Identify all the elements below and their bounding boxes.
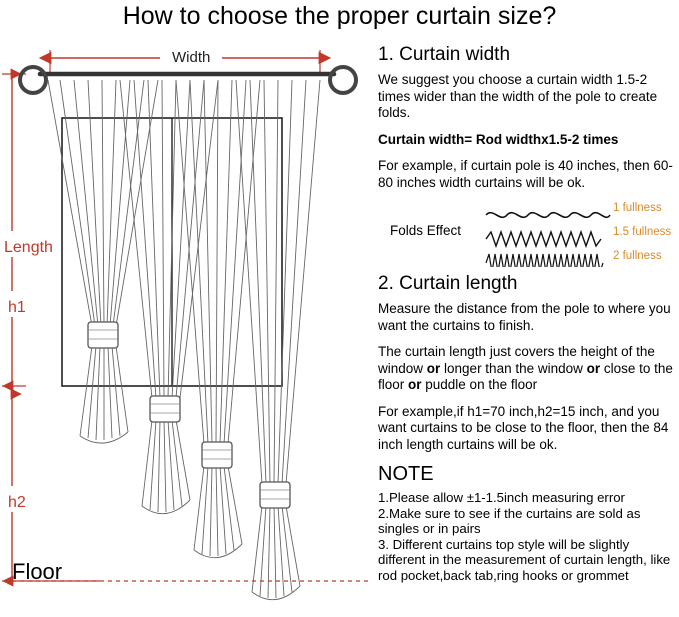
- folds-effect-group: [378, 201, 678, 267]
- text-column: [378, 44, 678, 583]
- curtain-drape-3: [176, 80, 260, 558]
- length-label: Length: [4, 239, 53, 256]
- note-item-3: 3. Different curtains top style will be slightly different in the measurement of curtain length, like rod pocket,back tab,ring hooks or grommet: [378, 536, 671, 583]
- vertical-dimensions: [2, 74, 100, 581]
- fold-legend-2: 1.5 fullness: [613, 226, 672, 238]
- width-label: Width: [172, 49, 211, 66]
- length-p2-a: The curtain length just covers the height of the window: [378, 344, 655, 376]
- folds-effect-label: Folds Effect: [390, 223, 462, 238]
- curtain-diagram: [0, 36, 372, 617]
- curtain-drape-1: [48, 80, 158, 443]
- note-heading: NOTE: [378, 463, 434, 485]
- curtain-drape-4: [236, 80, 320, 600]
- section-width-formula: Curtain width= Rod widthx1.5-2 times: [378, 131, 619, 147]
- h1-label: h1: [8, 299, 26, 316]
- section-width-p2: For example, if curtain pole is 40 inches, then 60-80 inches width curtains will be ok.: [378, 158, 673, 190]
- fold-legend-1: 1 fullness: [613, 202, 662, 214]
- section-length-heading: 2. Curtain length: [378, 273, 518, 294]
- length-p2-or3: or: [408, 377, 422, 392]
- h2-label: h2: [8, 494, 26, 511]
- section-length-p1: Measure the distance from the pole to where you want the curtains to finish.: [378, 301, 671, 333]
- width-dimension: [50, 46, 320, 74]
- note-item-2: 2.Make sure to see if the curtains are sold as singles or in pairs: [378, 505, 641, 536]
- note-item-1: 1.Please allow ±1-1.5inch measuring error: [378, 490, 625, 505]
- section-length-p3: For example,if h1=70 inch,h2=15 inch, and you want curtains to be close to the floor, then the 84 inch length curtains will be ok.: [378, 403, 669, 452]
- length-p2-b: longer than the window: [440, 360, 587, 376]
- length-p2-or1: or: [426, 360, 441, 376]
- page-title: How to choose the proper curtain size?: [122, 2, 557, 30]
- section-width-p1: We suggest you choose a curtain width 1.5-2 times wider than the width of the pole to create folds.: [378, 72, 658, 120]
- length-p2-or2: or: [586, 360, 601, 376]
- fold-legend-3: 2 fullness: [613, 250, 662, 262]
- section-width-heading: 1. Curtain width: [378, 44, 511, 65]
- floor-label: Floor: [12, 559, 63, 584]
- length-p2-c: close to the floor: [378, 360, 673, 392]
- length-p2-d: puddle on the floor: [421, 377, 538, 392]
- section-length-p2: [378, 344, 678, 394]
